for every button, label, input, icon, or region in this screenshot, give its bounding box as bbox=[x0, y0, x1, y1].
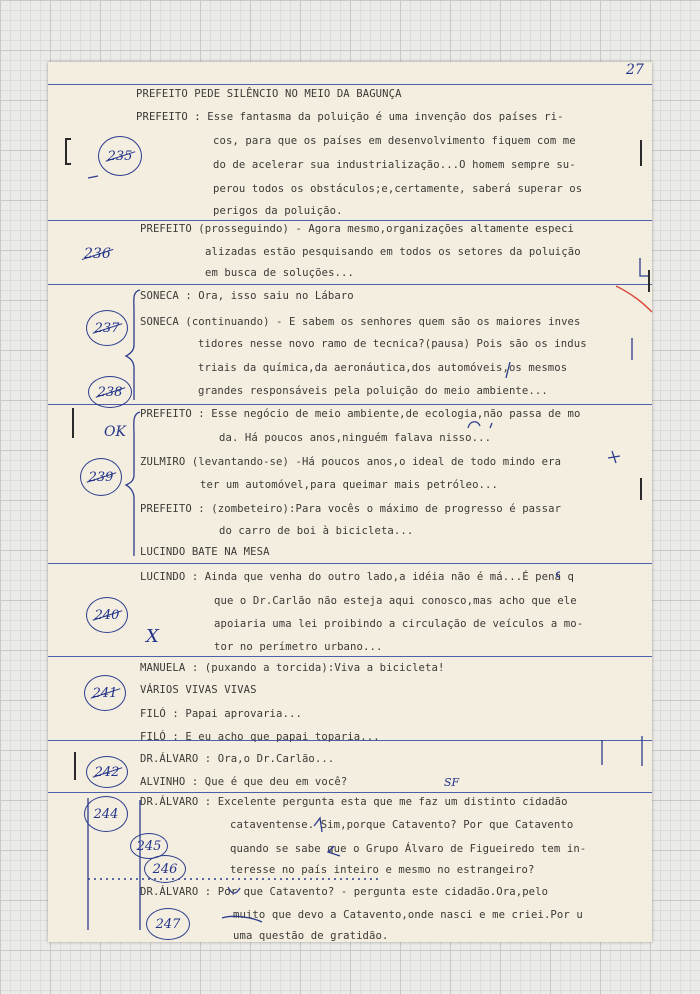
text-line: muito que devo a Catavento,onde nasci e me criei.Por u bbox=[233, 909, 583, 921]
scene-number-circle: 245 bbox=[130, 833, 168, 859]
margin-bracket bbox=[74, 752, 76, 780]
scene-number-crossed: 236 bbox=[84, 246, 111, 262]
text-line: triais da química,da aeronáutica,dos automóveis,os mesmos bbox=[198, 362, 568, 374]
scene-number-circle: 235 bbox=[98, 136, 142, 176]
text-line: DR.ÁLVARO : Por que Catavento? - pergunta este cidadão.Ora,pelo bbox=[140, 886, 549, 898]
margin-bracket bbox=[65, 138, 71, 140]
margin-bracket bbox=[72, 408, 74, 438]
scene-number-circle: 242 bbox=[86, 756, 128, 788]
text-line: PREFEITO : Esse fantasma da poluição é uma invenção dos países ri- bbox=[136, 111, 564, 123]
scene-number-circle: 240 bbox=[86, 597, 128, 633]
margin-bracket bbox=[640, 140, 642, 166]
text-line: uma questão de gratidão. bbox=[233, 930, 389, 942]
text-line: quando se sabe que o Grupo Álvaro de Figueiredo tem in- bbox=[230, 843, 587, 855]
text-line: tidores nesse novo ramo de tecnica?(pausa) Pois são os indus bbox=[198, 338, 587, 350]
text-line: tor no perímetro urbano... bbox=[214, 641, 383, 653]
text-line: MANUELA : (puxando a torcida):Viva a bicicleta! bbox=[140, 662, 445, 674]
x-mark: X bbox=[146, 626, 159, 647]
text-line: perou todos os obstáculos;e,certamente, saberá superar os bbox=[213, 183, 583, 195]
text-line: em busca de soluções... bbox=[205, 267, 354, 279]
text-line: que o Dr.Carlão não esteja aqui conosco,mas acho que ele bbox=[214, 595, 577, 607]
text-line: ZULMIRO (levantando-se) -Há poucos anos,o ideal de todo mindo era bbox=[140, 456, 562, 468]
text-line: PREFEITO PEDE SILÊNCIO NO MEIO DA BAGUNÇA bbox=[136, 88, 402, 100]
scene-number-circle: 239 bbox=[80, 458, 122, 496]
margin-bracket bbox=[648, 270, 650, 292]
text-line: LUCINDO BATE NA MESA bbox=[140, 546, 270, 558]
text-line: PREFEITO : (zombeteiro):Para vocês o máximo de progresso é passar bbox=[140, 503, 562, 515]
text-line: VÁRIOS VIVAS VIVAS bbox=[140, 684, 257, 696]
text-line: do carro de boi à bicicleta... bbox=[219, 525, 414, 537]
text-line: cataventense. Sim,porque Catavento? Por que Catavento bbox=[230, 819, 574, 831]
scene-number-circle: 246 bbox=[144, 855, 186, 883]
text-line: SONECA : Ora, isso saiu no Lábaro bbox=[140, 290, 354, 302]
scene-number-circle: 237 bbox=[86, 310, 128, 346]
text-line: ter um automóvel,para queimar mais petróleo... bbox=[200, 479, 498, 491]
scene-number-circle: 244 bbox=[84, 796, 128, 832]
scene-number-circle: 241 bbox=[84, 675, 126, 711]
scene-number-circle: 238 bbox=[88, 376, 132, 408]
scene-number-circle: 247 bbox=[146, 908, 190, 940]
margin-bracket bbox=[65, 163, 71, 165]
text-line: LUCINDO : Ainda que venha do outro lado,a idéia não é má...É pena q bbox=[140, 571, 575, 583]
text-line: da. Há poucos anos,ninguém falava nisso... bbox=[219, 432, 492, 444]
text-line: DR.ÁLVARO : Ora,o Dr.Carlão... bbox=[140, 753, 335, 765]
text-line: do de acelerar sua industrialização...O homem sempre su- bbox=[213, 159, 576, 171]
text-line: PREFEITO : Esse negócio de meio ambiente,de ecologia,não passa de mo bbox=[140, 408, 581, 420]
text-line: SONECA (continuando) - E sabem os senhores quem são os maiores inves bbox=[140, 316, 581, 328]
text-line: FILÓ : Papai aprovaria... bbox=[140, 708, 302, 720]
text-line: cos, para que os países em desenvolvimento fiquem com me bbox=[213, 135, 576, 147]
text-line: apoiaria uma lei proibindo a circulação de veículos a mo- bbox=[214, 618, 584, 630]
text-line: PREFEITO (prosseguindo) - Agora mesmo,organizações altamente especi bbox=[140, 223, 575, 235]
margin-bracket bbox=[640, 478, 642, 500]
text-line: FILÓ : E eu acho que papai toparia... bbox=[140, 731, 380, 743]
text-line: grandes responsáveis pela poluição do meio ambiente... bbox=[198, 385, 548, 397]
text-line: teresse no país inteiro e mesmo no estrangeiro? bbox=[230, 864, 535, 876]
page-number: 27 bbox=[626, 62, 644, 78]
text-line: alizadas estão pesquisando em todos os setores da poluição bbox=[205, 246, 581, 258]
sf-mark: SF bbox=[444, 776, 460, 789]
text-line: DR.ÁLVARO : Excelente pergunta esta que me faz um distinto cidadão bbox=[140, 796, 568, 808]
text-line: perigos da poluição. bbox=[213, 205, 343, 217]
margin-bracket bbox=[65, 138, 67, 164]
ok-mark: OK bbox=[104, 424, 126, 440]
text-line: ALVINHO : Que é que deu em você? bbox=[140, 776, 348, 788]
